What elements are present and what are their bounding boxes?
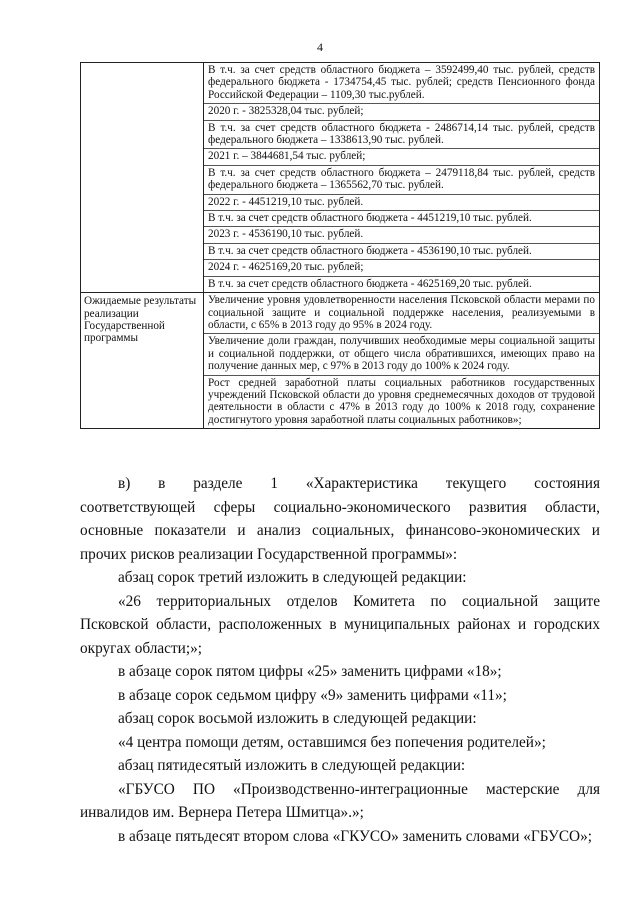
funding-row	[81, 63, 600, 293]
paragraph-quote-26: «26 территориальных отделов Комитета по социальной защите Псковской области, расположенных в муниципальных районах и городских округах области;»;	[80, 592, 600, 657]
result-item: Увеличение доли граждан, получивших необходимые меры социальной защиты и социальной поддержки, от общего числа обратившихся, имеющих право на получение данных мер, с 97% в 2013 году до 100% к 2024 году.	[204, 334, 599, 375]
funding-label-cell	[81, 63, 204, 293]
funding-line: 2023 г. - 4536190,10 тыс. рублей.	[204, 227, 599, 243]
paragraph-43: абзац сорок третий изложить в следующей редакции:	[118, 569, 467, 586]
page-number: 4	[317, 40, 323, 54]
funding-line: 2022 г. - 4451219,10 тыс. рублей.	[204, 195, 599, 211]
paragraph-quote-gbuso: «ГБУСО ПО «Производственно-интеграционные мастерские для инвалидов им. Вернера Петера Шмитца».»;	[80, 780, 600, 821]
funding-line: В т.ч. за счет средств областного бюджета - 4625169,20 тыс. рублей.	[208, 277, 532, 290]
document-body	[80, 472, 600, 848]
funding-line: В т.ч. за счет средств областного бюджета - 4451219,10 тыс. рублей.	[204, 211, 599, 227]
funding-line: 2024 г. - 4625169,20 тыс. рублей;	[204, 260, 599, 276]
results-row	[81, 293, 600, 429]
results-label: Ожидаемые результаты реализации Государственной программы	[81, 293, 204, 429]
funding-line: 2021 г. – 3844681,54 тыс. рублей;	[204, 149, 599, 165]
funding-content-cell	[204, 63, 600, 293]
results-content-cell	[204, 293, 600, 429]
paragraph-50: абзац пятидесятый изложить в следующей редакции:	[118, 757, 466, 774]
paragraph-48: абзац сорок восьмой изложить в следующей редакции:	[118, 710, 477, 727]
paragraph-52: в абзаце пятьдесят втором слова «ГКУСО» заменить словами «ГБУСО»;	[118, 827, 593, 845]
funding-line: В т.ч. за счет средств областного бюджета - 2486714,14 тыс. рублей, средств федерального бюджета – 1338613,90 тыс. рублей.	[204, 121, 599, 150]
paragraph-47: в абзаце сорок седьмом цифру «9» заменить цифрами «11»;	[118, 686, 507, 704]
program-passport-table	[80, 62, 600, 429]
paragraph-45: в абзаце сорок пятом цифры «25» заменить цифрами «18»;	[118, 663, 502, 680]
result-item: Увеличение уровня удовлетворенности населения Псковской области мерами по социальной защите и социальной поддержке населения, реализуемыми в области, с 65% в 2013 году до 95% в 2024 году.	[204, 293, 599, 334]
funding-line: В т.ч. за счет средств областного бюджета – 3592499,40 тыс. рублей, средств федерального бюджета - 1734754,45 тыс. рублей; средств Пенсионного фонда Российской Федерации – 1109,30 тыс.рублей.	[204, 63, 599, 104]
funding-line: 2020 г. - 3825328,04 тыс. рублей;	[204, 104, 599, 120]
funding-line: В т.ч. за счет средств областного бюджета – 2479118,84 тыс. рублей, средств федерального бюджета – 1365562,70 тыс. рублей.	[204, 166, 599, 195]
paragraph-section-1-rest: соответствующей сферы социально-экономического развития области, основные показатели и анализ социальных, финансово-экономических и прочих рисков реализации Государственной программы»:	[80, 498, 600, 563]
funding-line: В т.ч. за счет средств областного бюджета - 4536190,10 тыс. рублей.	[204, 244, 599, 260]
result-item: Рост средней заработной платы социальных работников государственных учреждений Псковской области до уровня среднемесячных доходов от трудовой деятельности в области с 47% в 2013 году до 100% к 2018 году, сохранение достигнутого уровня заработной платы социальных работников»;	[208, 376, 595, 426]
paragraph-quote-4-centers: «4 центра помощи детям, оставшимся без попечения родителей»;	[118, 733, 546, 751]
paragraph-section-1-line1: в) в разделе 1 «Характеристика текущего состояния	[118, 475, 600, 492]
